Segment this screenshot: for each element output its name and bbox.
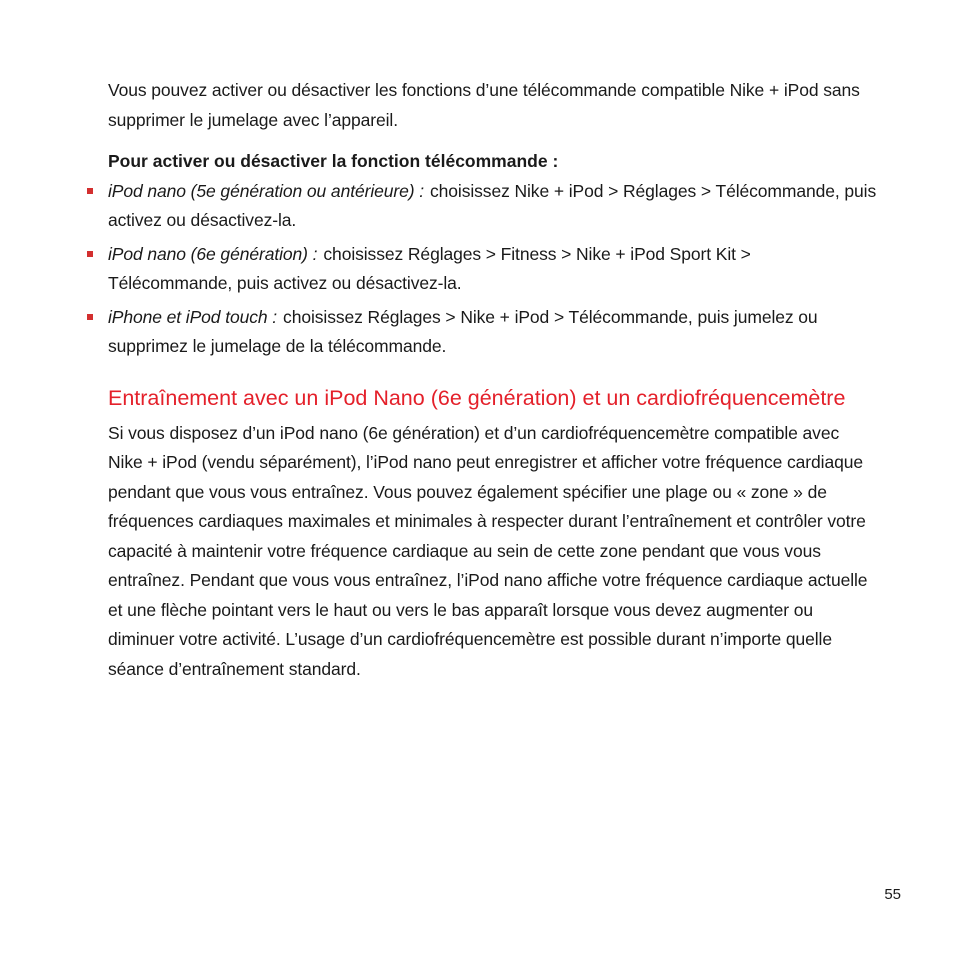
list-item (108, 240, 878, 299)
page-content (108, 76, 878, 684)
bullet-square-icon (87, 314, 93, 320)
section-heading: Entraînement avec un iPod Nano (6e génération) et un cardiofréquencemètre (108, 385, 846, 410)
device-label: iPod nano (6e génération) : (108, 243, 318, 264)
bullet-square-icon (87, 251, 93, 257)
instruction-text: choisissez Réglages > Fitness > Nike + iPod Sport Kit > Télécommande, puis activez ou désactivez-la. (108, 243, 751, 293)
instructions-subheading: Pour activer ou désactiver la fonction télécommande : (108, 151, 559, 171)
device-label: iPhone et iPod touch : (108, 306, 278, 327)
bullet-square-icon (87, 188, 93, 194)
list-item (108, 177, 878, 236)
page-number: 55 (884, 886, 901, 903)
instructions-list (108, 177, 878, 362)
intro-paragraph: Vous pouvez activer ou désactiver les fonctions d’une télécommande compatible Nike + iPod sans supprimer le jumelage avec l’appareil. (108, 80, 860, 130)
section-body: Si vous disposez d’un iPod nano (6e génération) et d’un cardiofréquencemètre compatible avec Nike + iPod (vendu séparément), l’iPod nano peut enregistrer et afficher votre fréquence cardiaque pendant que vous vous entraînez. Vous pouvez également spécifier une plage ou « zone » de fréquences cardiaques maximales et minimales à respecter durant l’entraînement et contrôler votre capacité à maintenir votre fréquence cardiaque au sein de cette zone pendant que vous vous entraînez. Pendant que vous vous entraînez, l’iPod nano affiche votre fréquence cardiaque actuelle et une flèche pointant vers le haut ou vers le bas apparaît lorsque vous devez augmenter ou diminuer votre activité. L’usage d’un cardiofréquencemètre est possible durant n’importe quelle séance d’entraînement standard. (108, 422, 868, 679)
instruction-text: choisissez Nike + iPod > Réglages > Télécommande, puis activez ou désactivez-la. (108, 180, 877, 230)
list-item (108, 303, 878, 362)
instruction-text: choisissez Réglages > Nike + iPod > Télécommande, puis jumelez ou supprimez le jumelage de la télécommande. (108, 306, 818, 356)
device-label: iPod nano (5e génération ou antérieure) : (108, 180, 424, 201)
